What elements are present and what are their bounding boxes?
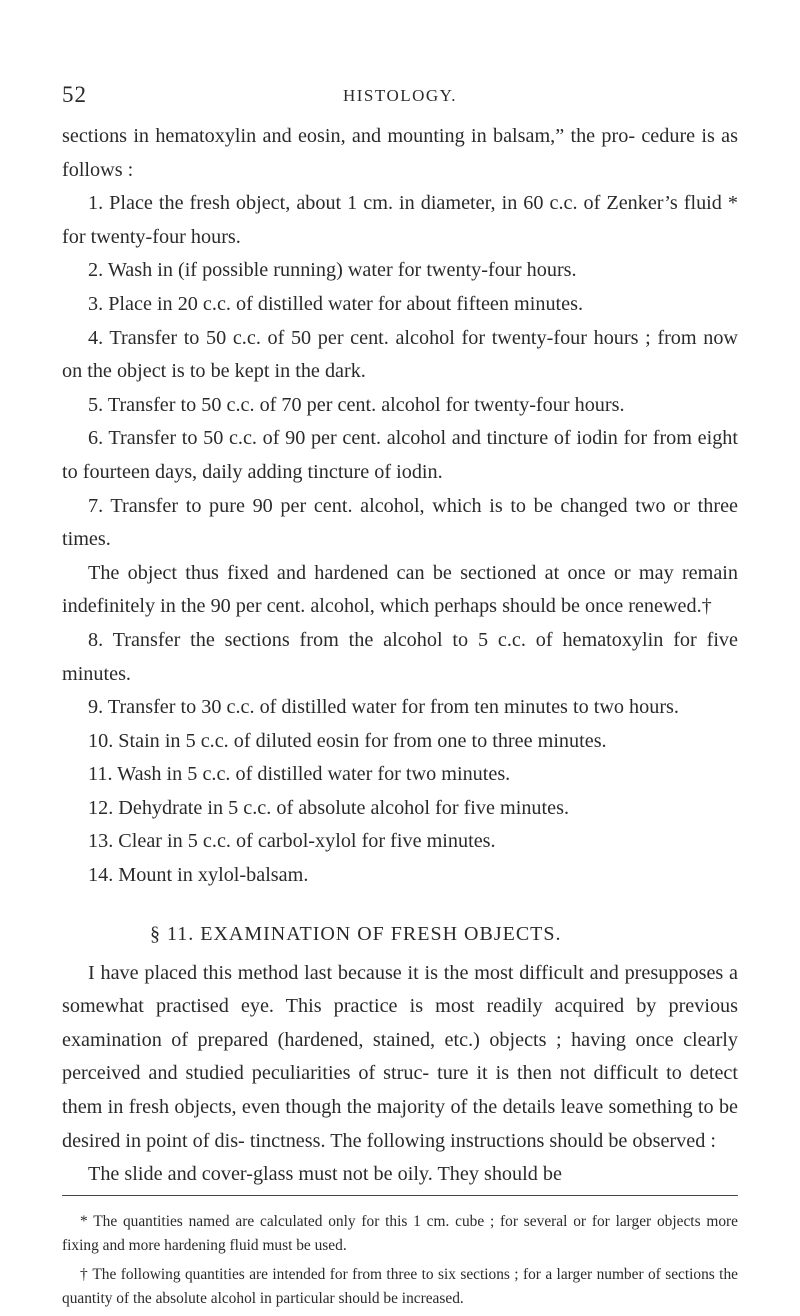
footnotes [62,1210,738,1316]
procedure-step: 2. Wash in (if possible running) water for twenty-four hours. [88,259,577,282]
procedure-step: 1. Place the fresh object, about 1 cm. in diameter, in 60 c.c. of Zenker’s fluid * for twenty-four hours. [62,192,738,248]
procedure-step: 6. Transfer to 50 c.c. of 90 per cent. alcohol and tincture of iodin for from eight to fourteen days, daily adding tincture of iodin. [62,427,738,483]
procedure-steps [62,187,738,557]
procedure-step: 4. Transfer to 50 c.c. of 50 per cent. alcohol for twenty-four hours ; from now on the object is to be kept in the dark. [62,326,738,383]
footnote: † The following quantities are intended for from three to six sections ; for a larger number of sections the quantity of the absolute alcohol in particular should be increased. [62,1266,738,1307]
procedure-step: 14. Mount in xylol-balsam. [88,864,309,887]
intro-paragraph: sections in hematoxylin and eosin, and mounting in balsam,” the pro- cedure is as follows : [62,125,738,181]
section-paragraph: I have placed this method last because it is the most difficult and presupposes a somewhat practised eye. This practice is most readily acquired by previous examination of prepared (hardened, stained, etc.) objects ; having once clearly perceived and studied peculiarities of struc- ture it is then not difficult to detect them in fresh objects, even though the majority of the details leave something to be desired in point of dis- tinctness. The following instructions should be observed : [62,961,738,1152]
page-number: 52 [62,82,87,107]
procedure-step: 12. Dehydrate in 5 c.c. of absolute alcohol for five minutes. [88,796,569,819]
procedure-step: 11. Wash in 5 c.c. of distilled water for two minutes. [88,763,511,786]
running-head: HISTOLOGY. [342,86,458,105]
body-text [62,120,738,1192]
procedure-step: 9. Transfer to 30 c.c. of distilled water for from ten minutes to two hours. [88,696,679,719]
section-heading: § 11. EXAMINATION OF FRESH OBJECTS. [150,922,562,945]
procedure-step: 13. Clear in 5 c.c. of carbol-xylol for five minutes. [88,830,496,853]
footnote: * The quantities named are calculated only for this 1 cm. cube ; for several or for larger objects more fixing and more hardening fluid must be used. [62,1213,738,1254]
procedure-steps-continued [62,624,738,893]
procedure-step: 10. Stain in 5 c.c. of diluted eosin for from one to three minutes. [88,729,607,752]
procedure-step: 7. Transfer to pure 90 per cent. alcohol, which is to be changed two or three times. [62,494,738,551]
footnote-divider [62,1195,738,1196]
last-paragraph: The slide and cover-glass must not be oily. They should be [88,1163,562,1186]
procedure-step: 5. Transfer to 50 c.c. of 70 per cent. alcohol for twenty-four hours. [88,393,625,416]
page-header [62,82,738,112]
middle-paragraph: The object thus fixed and hardened can be sectioned at once or may remain indefinitely in the 90 per cent. alcohol, which perhaps should be once renewed.† [62,561,738,618]
procedure-step: 3. Place in 20 c.c. of distilled water for about fifteen minutes. [88,292,584,315]
procedure-step: 8. Transfer the sections from the alcohol to 5 c.c. of hematoxylin for five minutes. [62,628,738,685]
